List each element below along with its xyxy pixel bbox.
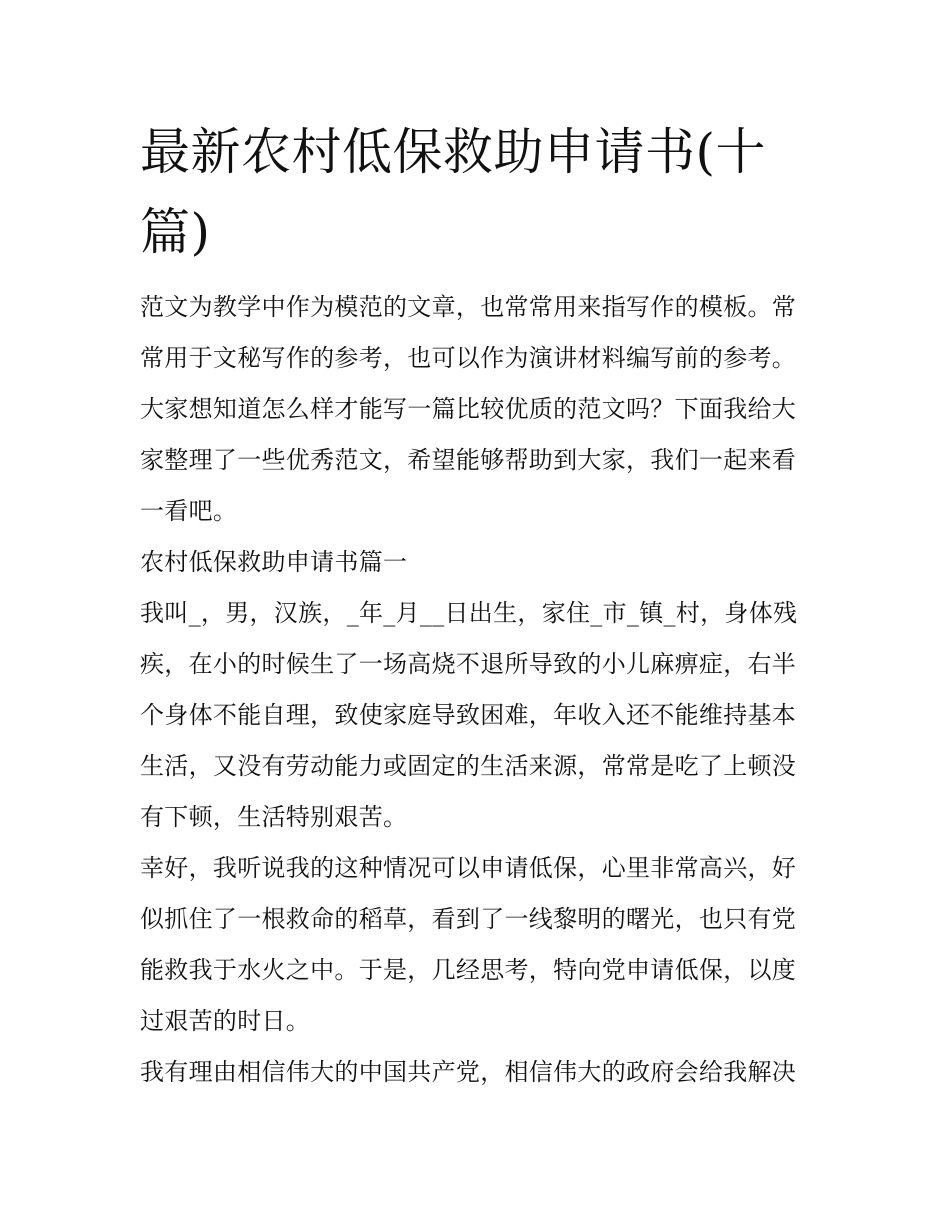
body-paragraph-3: 我有理由相信伟大的中国共产党，相信伟大的政府会给我解决 [140, 1058, 797, 1086]
intro-paragraph: 范文为教学中作为模范的文章，也常常用来指写作的模板。常常用于文秘写作的参考，也可以作为演讲材料编写前的参考。大家想知道怎么样才能写一篇比较优质的范文吗？下面我给大家整理了一些优秀范文，希望能够帮助到大家，我们一起来看一看吧。 [140, 293, 797, 525]
section-heading: 农村低保救助申请书篇一 [140, 548, 408, 576]
body-paragraph-2: 幸好，我听说我的这种情况可以申请低保，心里非常高兴，好似抓住了一根救命的稻草，看到了一线黎明的曙光，也只有党能救我于水火之中。于是，几经思考，特向党申请低保，以度过艰苦的时日。 [140, 854, 797, 1035]
body-paragraph-1: 我叫_，男，汉族，_年_月__日出生，家住_市_镇_村，身体残疾，在小的时候生了一场高烧不退所导致的小儿麻痹症，右半个身体不能自理，致使家庭导致困难，年收入还不能维持基本生活，又没有劳动能力或固定的生活来源，常常是吃了上顿没有下顿，生活特别艰苦。 [140, 599, 798, 831]
document-title: 最新农村低保救助申请书(十篇) [140, 123, 767, 261]
document-body [140, 282, 820, 1098]
